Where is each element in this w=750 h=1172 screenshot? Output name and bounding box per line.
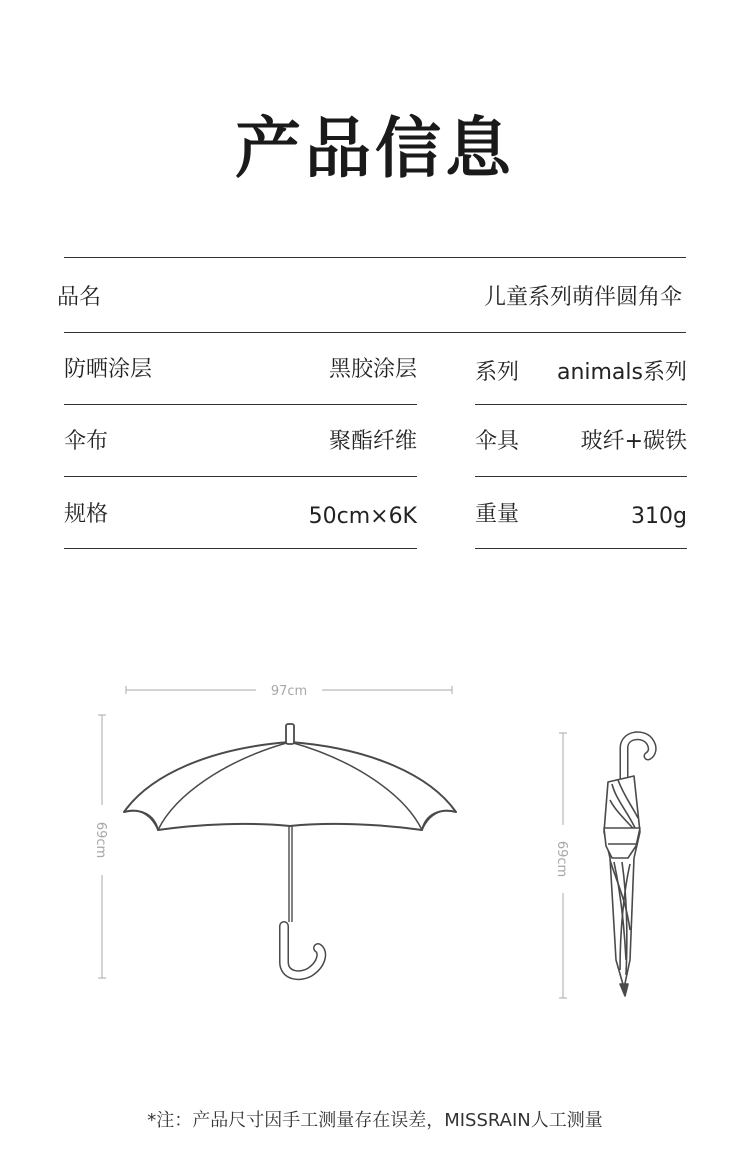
spec-label-series: 系列 <box>475 360 520 385</box>
closed-height-dimension <box>554 733 569 998</box>
width-dimension-label: 97cm <box>270 684 308 699</box>
spec-value-coating: 黑胶涂层 <box>328 357 417 382</box>
spec-label-size: 规格 <box>64 502 109 527</box>
spec-label-weight: 重量 <box>475 502 520 527</box>
open-height-label: 69cm <box>93 821 108 859</box>
closed-umbrella-body <box>604 776 640 996</box>
closed-height-label: 69cm <box>554 840 569 878</box>
spec-label-coating: 防晒涂层 <box>64 357 153 382</box>
spec-value-size: 50cm×6K <box>308 504 417 529</box>
spec-value-series: animals系列 <box>556 360 687 385</box>
footnote: *注：产品尺寸因手工测量存在误差，MISSRAIN人工测量 <box>147 1110 603 1131</box>
spec-name-label: 品名 <box>57 285 102 310</box>
spec-value-frame: 玻纤+碳铁 <box>580 429 687 454</box>
spec-name-value: 儿童系列萌伴圆角伞 <box>483 285 682 310</box>
page-title: 产品信息 <box>235 110 515 187</box>
spec-label-frame: 伞具 <box>475 429 520 454</box>
spec-value-weight: 310g <box>631 504 687 529</box>
spec-label-fabric: 伞布 <box>64 429 109 454</box>
spec-value-fabric: 聚酯纤维 <box>328 429 417 454</box>
